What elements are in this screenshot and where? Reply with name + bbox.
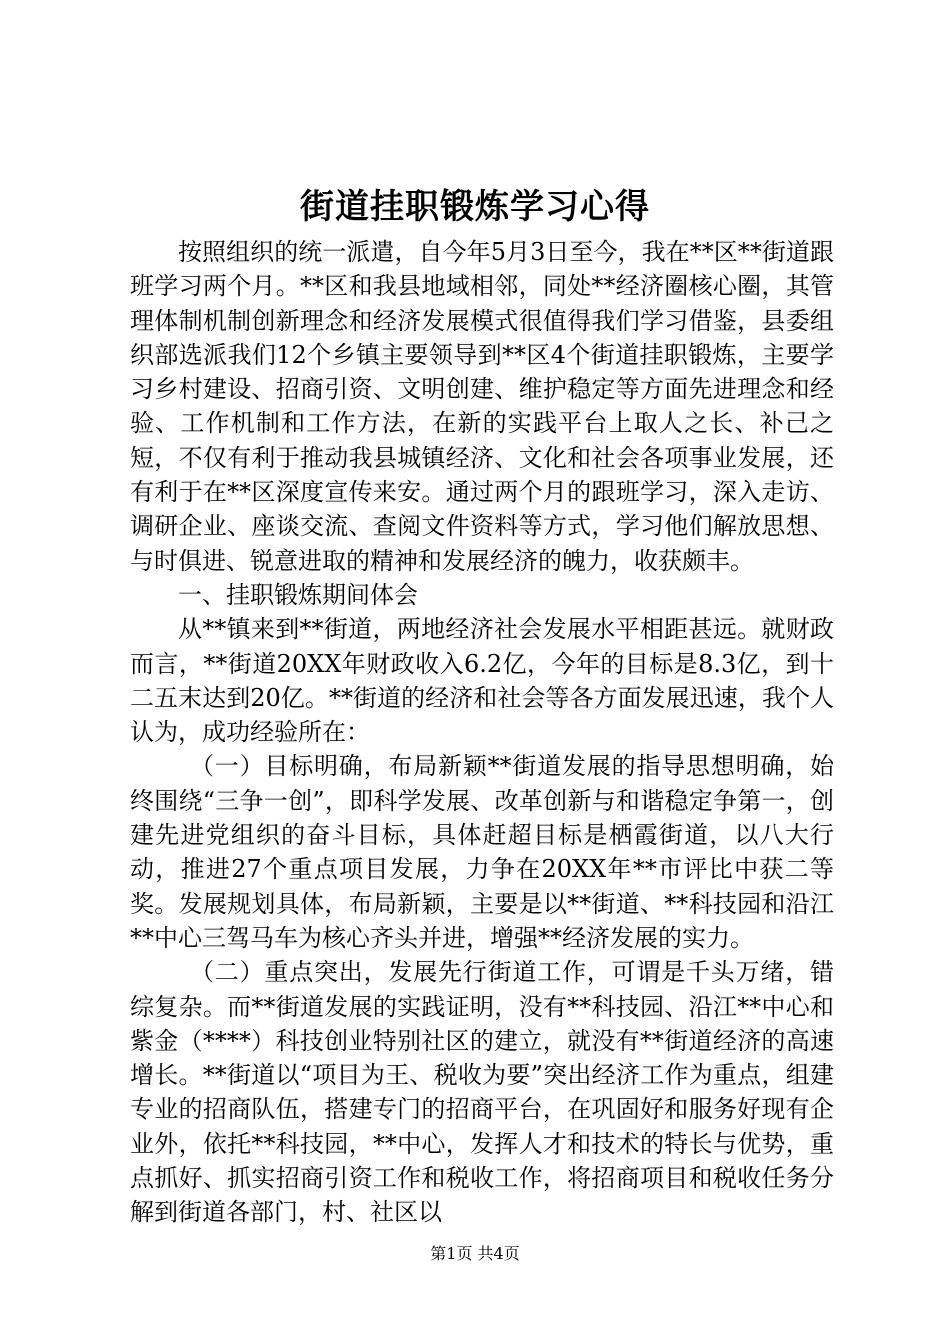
document-body — [130, 235, 834, 1230]
paragraph-point-1: （一）目标明确，布局新颖**街道发展的指导思想明确，始终围绕“三争一创”，即科学发展、改革创新与和谐稳定争第一，创建先进党组织的奋斗目标，具体赶超目标是栖霞街道，以八大行动，推进27个重点项目发展，力争在20XX年**市评比中获二等奖。发展规划具体，布局新颖，主要是以**街道、**科技园和沿江**中心三驾马车为核心齐头并进，增强**经济发展的实力。 — [130, 752, 834, 952]
document-title: 街道挂职锻炼学习心得 — [300, 187, 650, 227]
page-footer: 第1页 共4页 — [430, 1244, 520, 1263]
paragraph-point-2: （二）重点突出，发展先行街道工作，可谓是千头万绪，错综复杂。而**街道发展的实践证明，没有**科技园、沿江**中心和紫金（****）科技创业特别社区的建立，就没有**街道经济的高速增长。**街道以“项目为王、税收为要”突出经济工作为重点，组建专业的招商队伍，搭建专门的招商平台，在巩固好和服务好现有企业外，依托**科技园，**中心，发挥人才和技术的特长与优势，重点抓好、抓实招商引资工作和税收工作，将招商项目和税收任务分解到街道各部门，村、社区以 — [130, 958, 834, 1227]
paragraph-intro: 按照组织的统一派遣，自今年5月3日至今，我在**区**街道跟班学习两个月。**区和我县地域相邻，同处**经济圈核心圈，其管理体制机制创新理念和经济发展模式很值得我们学习借鉴，县委组织部选派我们12个乡镇主要领导到**区4个街道挂职锻炼，主要学习乡村建设、招商引资、文明创建、维护稳定等方面先进理念和经验、工作机制和工作方法，在新的实践平台上取人之长、补己之短，不仅有利于推动我县城镇经济、文化和社会各项事业发展，还有利于在**区深度宣传来安。通过两个月的跟班学习，深入走访、调研企业、座谈交流、查阅文件资料等方式，学习他们解放思想、与时俱进、锐意进取的精神和发展经济的魄力，收获颇丰。 — [130, 238, 834, 575]
paragraph-experience: 从**镇来到**街道，两地经济社会发展水平相距甚远。就财政而言，**街道20XX年财政收入6.2亿，今年的目标是8.3亿，到十二五末达到20亿。**街道的经济和社会等各方面发展迅速，我个人认为，成功经验所在： — [130, 615, 834, 747]
section-heading: 一、挂职锻炼期间体会 — [178, 580, 418, 609]
